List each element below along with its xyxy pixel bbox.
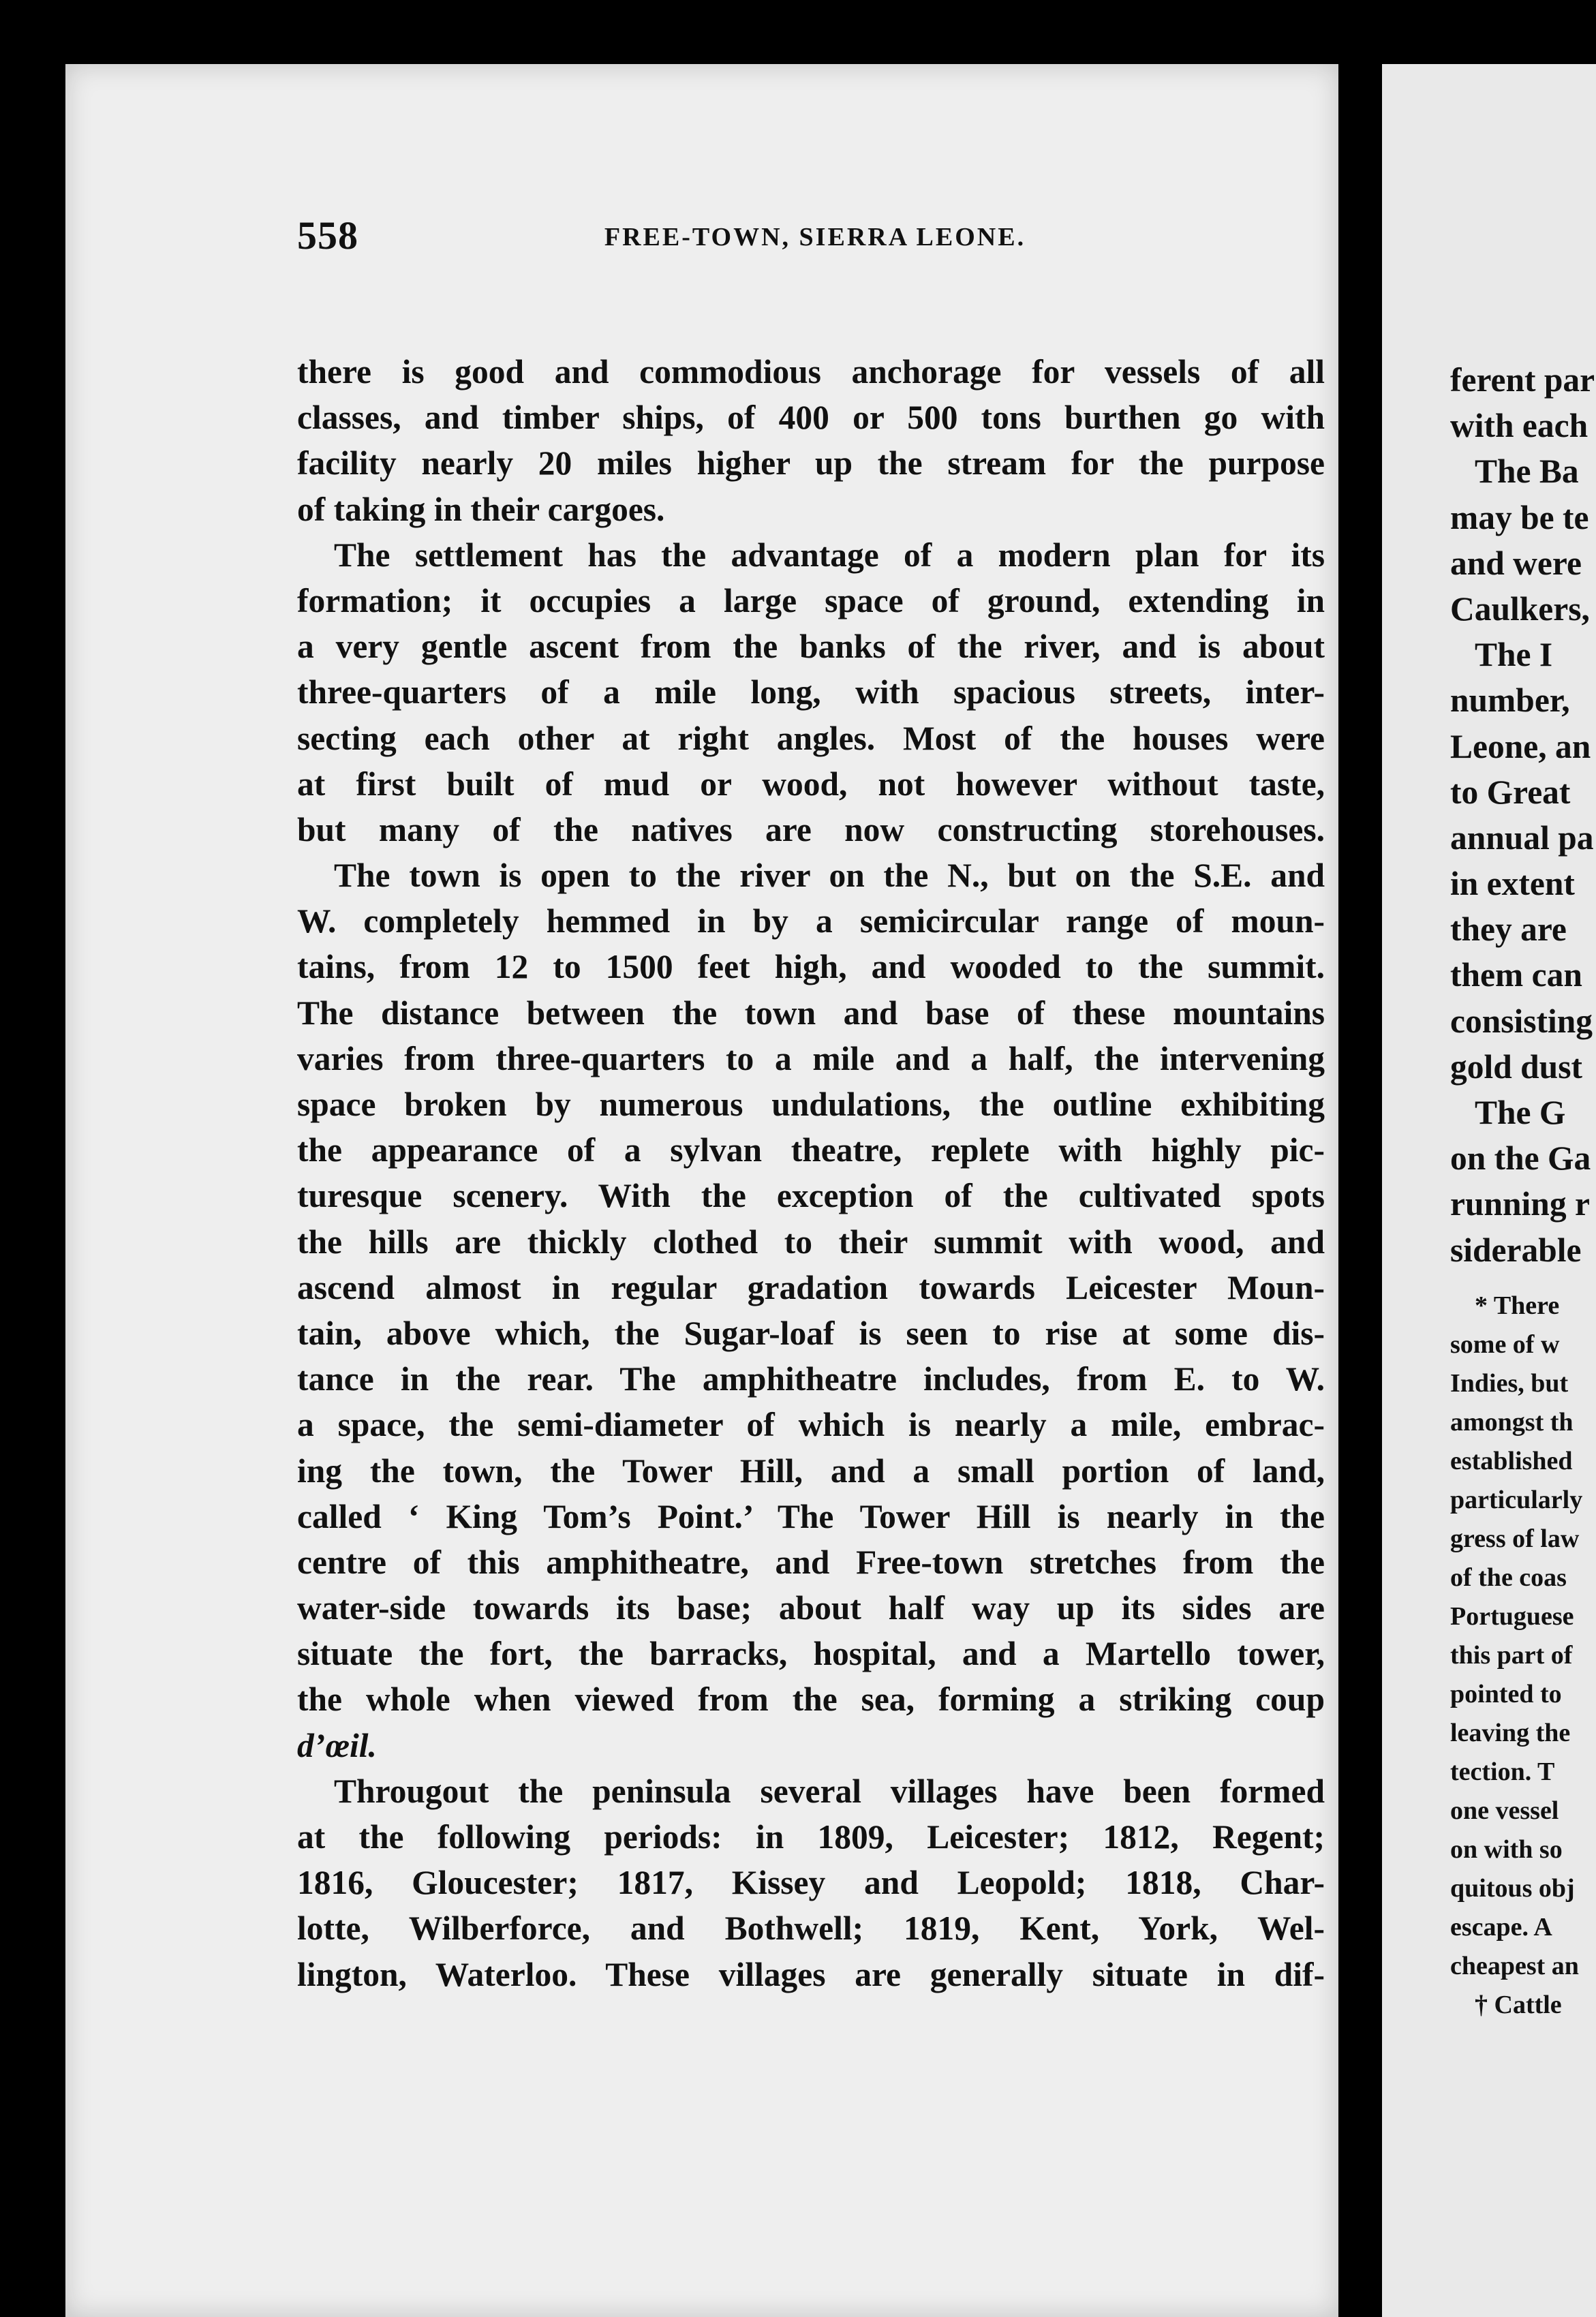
footnote-line: Portuguese	[1450, 1601, 1574, 1631]
page-number: 558	[297, 213, 358, 258]
text-line: The G	[1475, 1094, 1566, 1131]
text-line: Caulkers,	[1450, 589, 1590, 628]
right-page-fragment	[1382, 64, 1596, 2317]
text-line: tain, above which, the Sugar-loaf is seen to rise at some dis-	[297, 1314, 1325, 1352]
text-line: The distance between the town and base of these mountains	[297, 994, 1325, 1032]
footnote-line: established	[1450, 1446, 1573, 1475]
footnote-line: one vessel	[1450, 1796, 1559, 1825]
text-line: at the following periods: in 1809, Leicester; 1812, Regent;	[297, 1818, 1325, 1856]
text-line: space broken by numerous undulations, the outline exhibiting	[297, 1086, 1325, 1123]
text-line: running r	[1450, 1185, 1590, 1223]
footnote-line: some of w	[1450, 1330, 1560, 1359]
text-line: W. completely hemmed in by a semicircular range of moun-	[297, 902, 1325, 940]
text-line: the hills are thickly clothed to their summit with wood, and	[297, 1223, 1325, 1261]
text-line: they are	[1450, 910, 1567, 949]
footnote-line: † Cattle	[1475, 1990, 1562, 2019]
text-line: situate the fort, the barracks, hospital, and a Martello tower,	[297, 1635, 1325, 1673]
text-line: to Great	[1450, 773, 1571, 811]
text-line: the whole when viewed from the sea, forming a striking coup	[297, 1681, 1325, 1719]
text-line: the appearance of a sylvan theatre, replete with highly pic-	[297, 1131, 1325, 1169]
text-line: with each	[1450, 407, 1589, 445]
footnote-line: cheapest an	[1450, 1951, 1579, 1980]
footnote-line: leaving the	[1450, 1718, 1571, 1747]
footnote-line: amongst th	[1450, 1407, 1574, 1437]
text-line: facility nearly 20 miles higher up the stream for the purpose	[297, 444, 1325, 482]
text-line: in extent	[1450, 865, 1575, 903]
text-line: ing the town, the Tower Hill, and a small portion of land,	[297, 1452, 1325, 1490]
text-line: varies from three-quarters to a mile and a half, the intervening	[297, 1039, 1325, 1077]
text-line: but many of the natives are now constructing storehouses.	[297, 810, 1325, 848]
left-page	[65, 64, 1338, 2317]
text-line: annual pa	[1450, 818, 1594, 857]
running-head: FREE-TOWN, SIERRA LEONE.	[604, 223, 1026, 251]
text-line: three-quarters of a mile long, with spacious streets, inter-	[297, 673, 1325, 711]
footnote-line: tection. T	[1450, 1757, 1555, 1786]
text-line: Througout the peninsula several villages have been formed	[334, 1772, 1325, 1810]
text-line: turesque scenery. With the exception of the cultivated spots	[297, 1177, 1325, 1215]
text-line: gold dust	[1450, 1047, 1582, 1086]
text-line: lotte, Wilberforce, and Bothwell; 1819, Kent, York, Wel-	[297, 1909, 1325, 1948]
text-line: 1816, Gloucester; 1817, Kissey and Leopold; 1818, Char-	[297, 1864, 1325, 1902]
footnote-line: pointed to	[1450, 1679, 1562, 1708]
text-line: tance in the rear. The amphitheatre includes, from E. to W.	[297, 1360, 1325, 1398]
text-line: d’œil.	[297, 1726, 377, 1764]
footnote-line: * There	[1475, 1291, 1560, 1320]
text-line: there is good and commodious anchorage for vessels of all	[297, 353, 1325, 390]
text-line: The settlement has the advantage of a modern plan for its	[334, 536, 1325, 574]
footnote-line: escape. A	[1450, 1912, 1552, 1942]
text-line: The town is open to the river on the N., but on the S.E. and	[334, 857, 1325, 895]
text-line: lington, Waterloo. These villages are generally situate in dif-	[297, 1955, 1325, 1993]
footnote-line: Indies, but	[1450, 1368, 1569, 1398]
text-line: of taking in their cargoes.	[297, 490, 665, 528]
text-line: The Ba	[1475, 452, 1579, 491]
page-header	[297, 213, 1333, 274]
text-line: a space, the semi-diameter of which is nearly a mile, embrac-	[297, 1406, 1325, 1444]
text-line: tains, from 12 to 1500 feet high, and wooded to the summit.	[297, 948, 1325, 986]
footnote-line: quitous obj	[1450, 1873, 1575, 1903]
footnote-line: this part of	[1450, 1640, 1573, 1670]
text-line: water-side towards its base; about half way up its sides are	[297, 1589, 1325, 1627]
text-line: centre of this amphitheatre, and Free-town stretches from the	[297, 1543, 1325, 1581]
text-line: and were	[1450, 544, 1582, 582]
text-line: classes, and timber ships, of 400 or 500 tons burthen go with	[297, 399, 1325, 437]
text-line: may be te	[1450, 498, 1589, 536]
text-line: siderable	[1450, 1231, 1582, 1269]
footnote-line: on with so	[1450, 1835, 1563, 1864]
text-line: The I	[1475, 636, 1553, 674]
text-line: consisting	[1450, 1002, 1593, 1040]
text-line: a very gentle ascent from the banks of the river, and is about	[297, 628, 1325, 666]
text-line: secting each other at right angles. Most of the houses were	[297, 719, 1325, 757]
text-line: them can	[1450, 956, 1582, 994]
text-line: ferent par	[1450, 361, 1595, 399]
text-line: on the Ga	[1450, 1139, 1591, 1178]
body-text	[297, 349, 1325, 1997]
text-line: Leone, an	[1450, 727, 1591, 765]
text-line: at first built of mud or wood, not however without taste,	[297, 765, 1325, 803]
text-line: number,	[1450, 681, 1570, 720]
footnote-line: gress of law	[1450, 1524, 1580, 1553]
text-line: called ‘ King Tom’s Point.’ The Tower Hill is nearly in the	[297, 1497, 1325, 1535]
text-line: formation; it occupies a large space of ground, extending in	[297, 581, 1325, 619]
footnote-line: of the coas	[1450, 1563, 1567, 1592]
text-line: ascend almost in regular gradation towards Leicester Moun-	[297, 1268, 1325, 1306]
footnote-line: particularly	[1450, 1485, 1583, 1514]
right-page-text	[1450, 357, 1596, 2025]
